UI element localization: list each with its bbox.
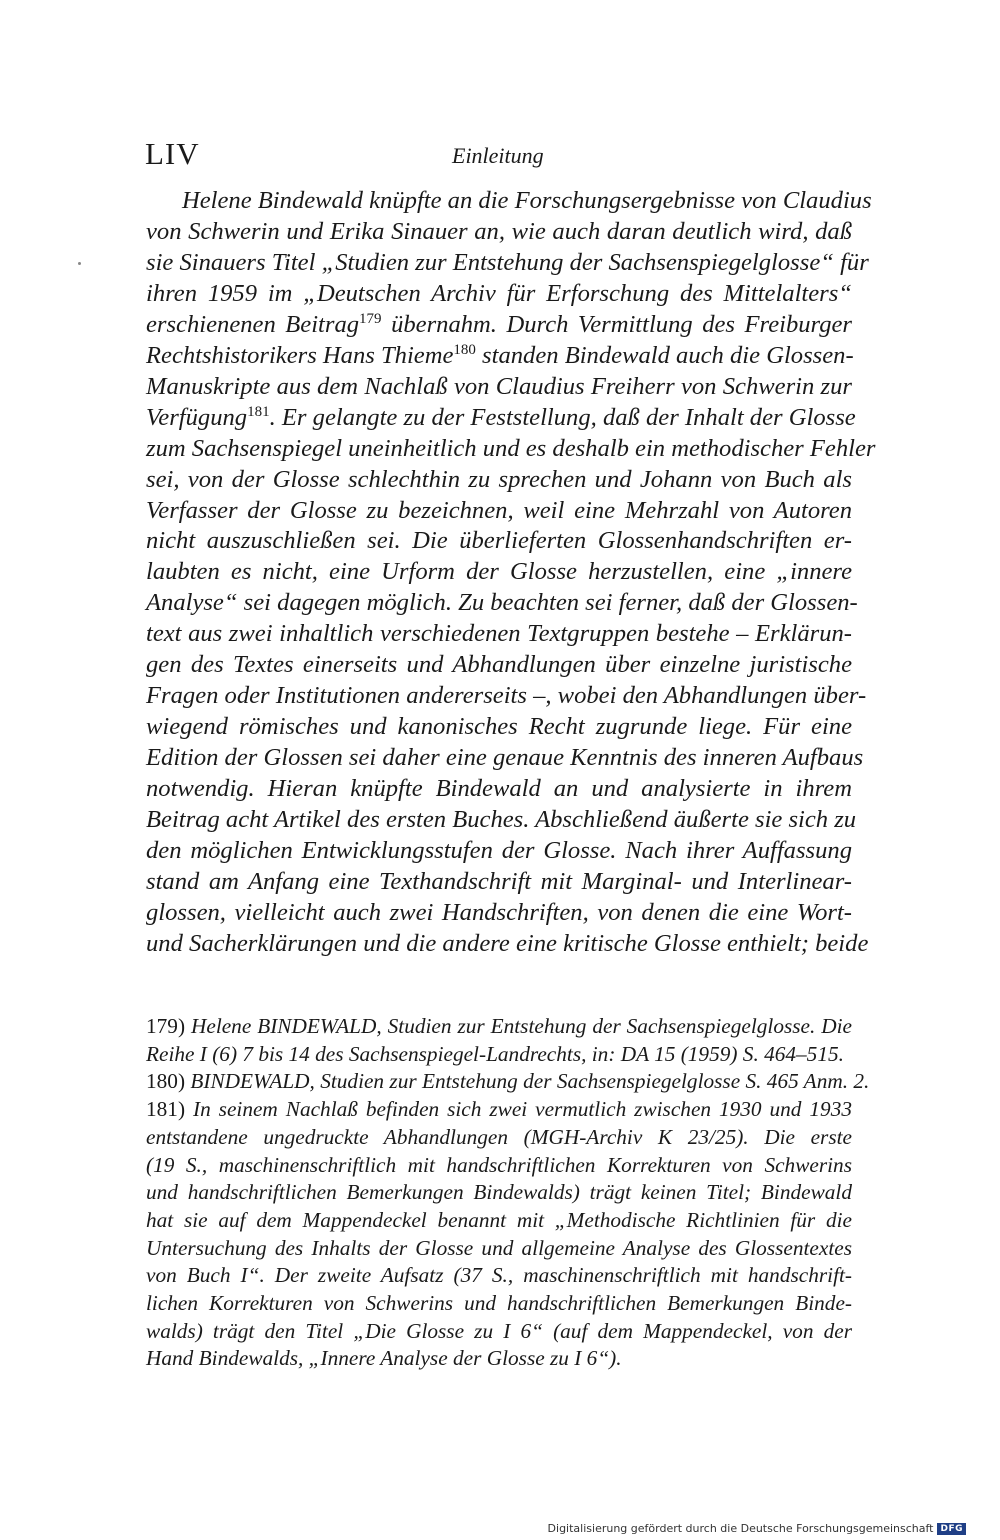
body-fragment: übernahm. Durch Vermittlung des Freiburger [391,310,852,338]
footnote-number: 179) [146,1014,186,1038]
body-line: Beitrag acht Artikel des ersten Buches. Abschließend äußerte sie sich zu [146,806,857,834]
body-line: sie Sinauers Titel „Studien zur Entstehung der Sachsenspiegelglosse“ für [146,248,869,276]
footnote-181-line: (19 S., maschinenschriftlich mit handschriftlichen Korrekturen von Schwerins [146,1152,852,1177]
footnote-181-line: Hand Bindewalds, „Innere Analyse der Glosse zu I 6“). [146,1346,622,1371]
footnote-ref-181: 181 [247,403,270,420]
footnote-text: In seinem Nachlaß befinden sich zwei vermutlich zwischen 1930 und 1933 [192,1097,852,1122]
footnote-text: Helene BINDEWALD, Studien zur Entstehung der Sachsenspiegelglosse. Die [190,1014,853,1038]
body-line: den möglichen Entwicklungsstufen der Glosse. Nach ihrer Auffassung [146,837,852,865]
body-fragment: standen Bindewald auch die Glossen- [482,341,854,369]
body-fragment: Verfügung [146,403,248,431]
body-line: nicht auszuschließen sei. Die überlieferten Glossenhandschriften er- [146,527,852,555]
digitization-footer [548,1522,966,1535]
body-line: wiegend römisches und kanonisches Recht zugrunde liege. Für eine [146,713,852,741]
body-fragment: erschienenen Beitrag [146,310,360,338]
digitization-note: Digitalisierung gefördert durch die Deutsche Forschungsgemeinschaft [547,1522,934,1535]
footnote-181-line: und handschriftlichen Bemerkungen Bindewalds) trägt keinen Titel; Bindewald [146,1180,852,1205]
body-line: Analyse“ sei dagegen möglich. Zu beachten sei ferner, daß der Glossen- [146,589,858,617]
footnote-181-line: lichen Korrekturen von Schwerins und handschriftlichen Bemerkungen Binde- [146,1291,852,1316]
footnote-181-line: hat sie auf dem Mappendeckel benannt mit „Methodische Richtlinien für die [146,1207,852,1232]
footnote-181-line: walds) trägt den Titel „Die Glosse zu I 6“ (auf dem Mappendeckel, von der [146,1318,852,1343]
body-line: Verfasser der Glosse zu bezeichnen, weil eine Mehrzahl von Autoren [146,496,852,524]
footnote-181-line: entstandene ungedruckte Abhandlungen (MGH-Archiv K 23/25). Die erste [146,1124,852,1149]
footnote-number: 180) [146,1069,186,1094]
body-line: und Sacherklärungen und die andere eine kritische Glosse enthielt; beide [146,929,869,957]
body-line: Edition der Glossen sei daher eine genaue Kenntnis des inneren Aufbaus [146,744,864,772]
body-line: von Schwerin und Erika Sinauer an, wie auch daran deutlich wird, daß [146,217,852,245]
dfg-logo-icon: DFG [937,1523,966,1535]
running-head: Einleitung [452,143,544,168]
footnote-ref-179: 179 [359,310,382,327]
body-line: Helene Bindewald knüpfte an die Forschungsergebnisse von Claudius [182,187,872,214]
body-line: Fragen oder Institutionen andererseits –, wobei den Abhandlungen über- [146,682,867,710]
footnote-180-line [146,1068,870,1096]
body-text [146,186,876,960]
footnote-181-line [146,1096,852,1124]
body-line [146,403,856,434]
page-number: LIV [145,136,200,171]
body-line: text aus zwei inhaltlich verschiedenen Textgruppen bestehe – Erklärun- [146,620,852,648]
body-line: notwendig. Hieran knüpfte Bindewald an und analysierte in ihrem [146,775,852,803]
scan-speck [78,262,81,265]
body-line: Manuskripte aus dem Nachlaß von Claudius Freiherr von Schwerin zur [146,372,852,400]
body-line: gen des Textes einerseits und Abhandlungen über einzelne juristische [146,651,852,679]
footnote-181-line: Untersuchung des Inhalts der Glosse und allgemeine Analyse des Glossentextes [146,1235,852,1260]
footnote-179-line: Reihe I (6) 7 bis 14 des Sachsenspiegel-Landrechts, in: DA 15 (1959) S. 464–515. [146,1041,844,1066]
body-line: stand am Anfang eine Texthandschrift mit Marginal- und Interlinear- [146,867,852,895]
body-line: sei, von der Glosse schlechthin zu sprechen und Johann von Buch als [146,465,852,493]
body-fragment: Rechtshistorikers Hans Thieme [146,341,454,369]
body-line: glossen, vielleicht auch zwei Handschriften, von denen die eine Wort- [146,898,852,926]
footnote-number: 181) [146,1097,186,1122]
body-line: ihren 1959 im „Deutschen Archiv für Erforschung des Mittelalters“ [146,279,852,307]
body-line: zum Sachsenspiegel uneinheitlich und es deshalb ein methodischer Fehler [146,434,876,462]
body-line [146,341,852,372]
body-fragment: . Er gelangte zu der Feststellung, daß der Inhalt der Glosse [269,403,856,431]
footnote-text: BINDEWALD, Studien zur Entstehung der Sachsenspiegelglosse S. 465 Anm. 2. [190,1069,870,1094]
footnote-181-line: von Buch I“. Der zweite Aufsatz (37 S., maschinenschriftlich mit handschrift- [146,1263,852,1288]
footnote-ref-180: 180 [453,341,476,358]
footnote-179-line [146,1013,852,1041]
footnotes [146,1013,870,1373]
body-line [146,310,852,341]
body-line: laubten es nicht, eine Urform der Glosse herzustellen, eine „innere [146,558,852,586]
